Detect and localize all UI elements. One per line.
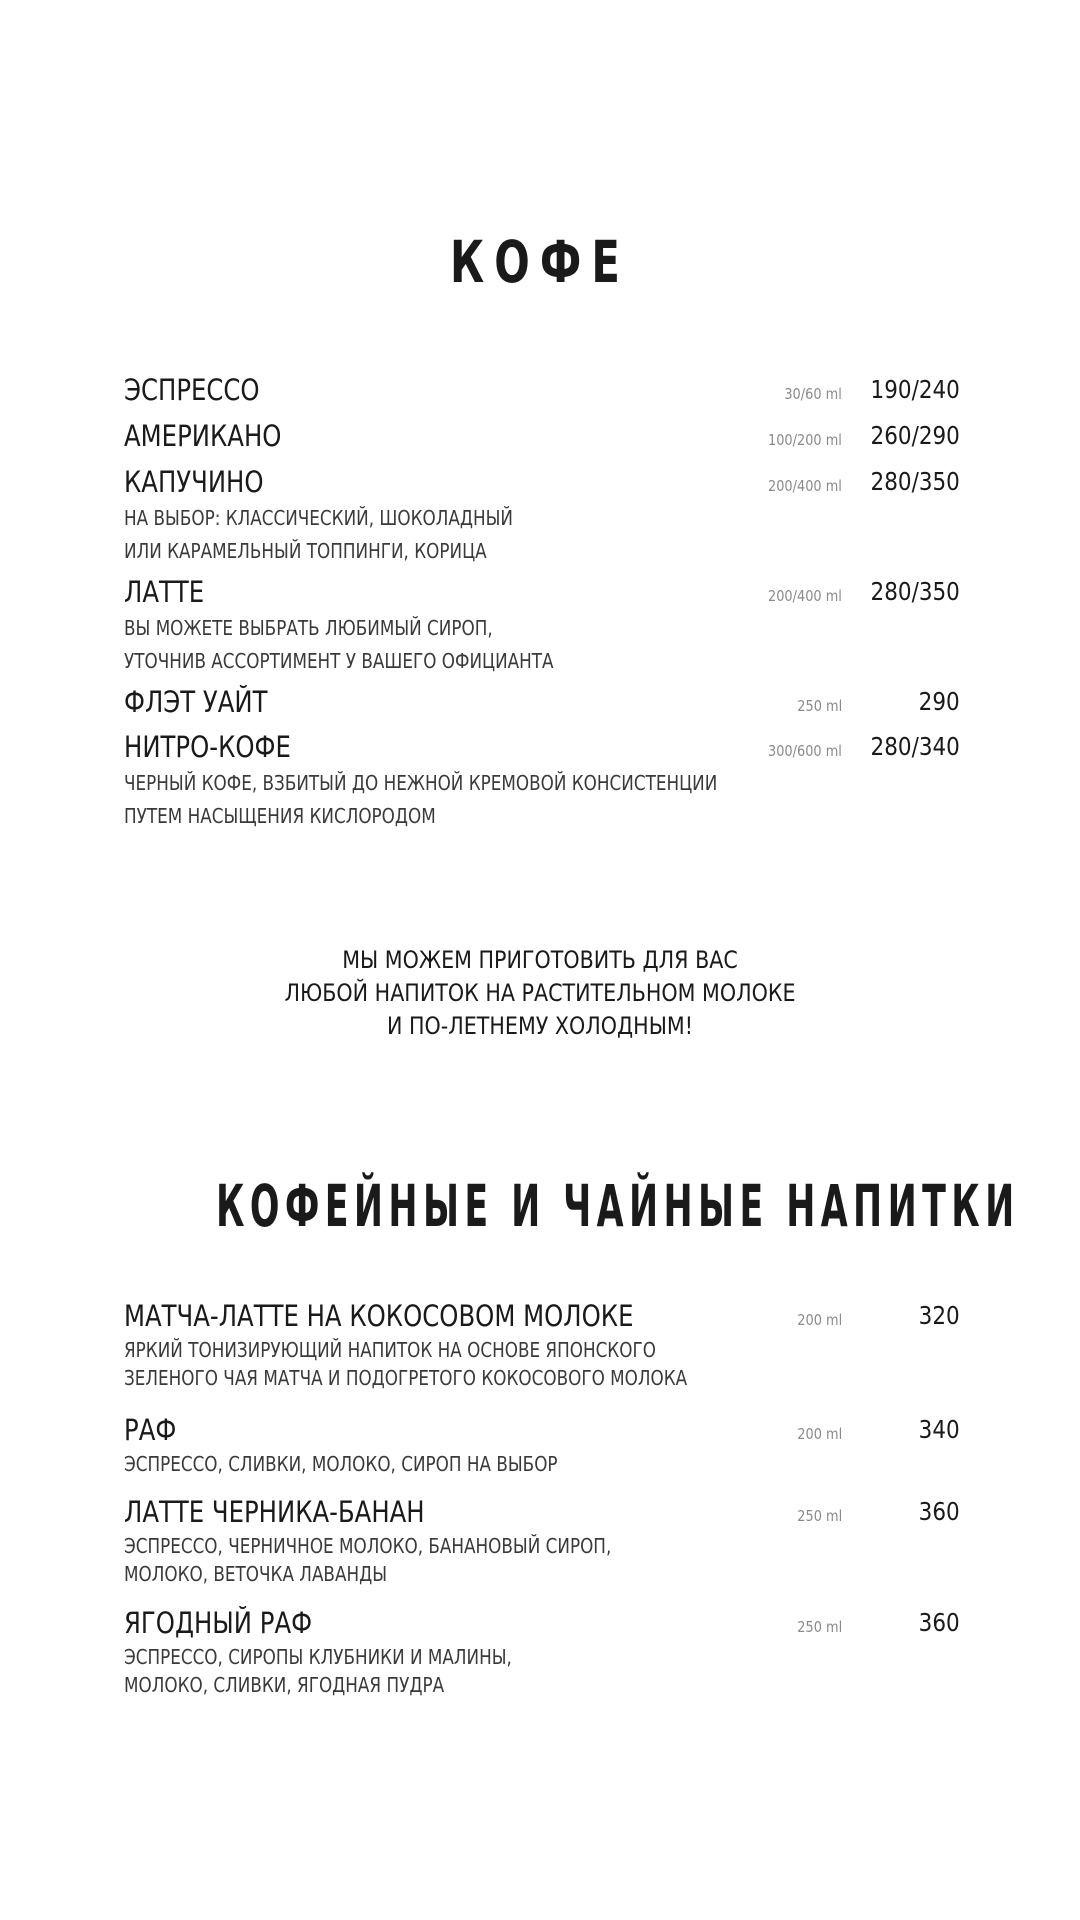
item-name: ЯГОДНЫЙ РАФ bbox=[124, 1606, 313, 1640]
menu-item bbox=[124, 682, 960, 722]
item-name: РАФ bbox=[124, 1413, 177, 1447]
item-volume: 200/400 ml bbox=[768, 587, 842, 605]
item-volume: 250 ml bbox=[797, 1507, 842, 1525]
item-price: 320 bbox=[918, 1301, 960, 1330]
item-description: ЭСПРЕССО, ЧЕРНИЧНОЕ МОЛОКО, БАНАНОВЫЙ СИРОП, bbox=[124, 1534, 612, 1558]
item-description: ЯРКИЙ ТОНИЗИРУЮЩИЙ НАПИТОК НА ОСНОВЕ ЯПОНСКОГО bbox=[124, 1338, 656, 1362]
item-description: УТОЧНИВ АССОРТИМЕНТ У ВАШЕГО ОФИЦИАНТА bbox=[124, 649, 554, 673]
item-description: ПУТЕМ НАСЫЩЕНИЯ КИСЛОРОДОМ bbox=[124, 804, 436, 828]
menu-item bbox=[124, 416, 960, 456]
item-price: 360 bbox=[918, 1497, 960, 1526]
item-price: 290 bbox=[918, 687, 960, 716]
item-description: ЭСПРЕССО, СЛИВКИ, МОЛОКО, СИРОП НА ВЫБОР bbox=[124, 1452, 558, 1476]
item-volume: 100/200 ml bbox=[768, 431, 842, 449]
item-description: ЭСПРЕССО, СИРОПЫ КЛУБНИКИ И МАЛИНЫ, bbox=[124, 1645, 512, 1669]
menu-item bbox=[124, 572, 960, 678]
item-volume: 200 ml bbox=[797, 1425, 842, 1443]
item-description: НА ВЫБОР: КЛАССИЧЕСКИЙ, ШОКОЛАДНЫЙ bbox=[124, 506, 513, 530]
menu-item bbox=[124, 727, 960, 833]
item-name: ФЛЭТ УАЙТ bbox=[124, 685, 268, 719]
menu-item bbox=[124, 1296, 960, 1392]
item-price: 260/290 bbox=[870, 421, 960, 450]
note-line: И ПО-ЛЕТНЕМУ ХОЛОДНЫМ! bbox=[387, 1012, 693, 1040]
menu-item bbox=[124, 1603, 960, 1699]
item-price: 280/350 bbox=[870, 467, 960, 496]
note-line: МЫ МОЖЕМ ПРИГОТОВИТЬ ДЛЯ ВАС bbox=[342, 946, 738, 974]
item-price: 190/240 bbox=[870, 375, 960, 404]
item-name: ЛАТТЕ bbox=[124, 575, 205, 609]
item-name: КАПУЧИНО bbox=[124, 465, 264, 499]
item-description: МОЛОКО, ВЕТОЧКА ЛАВАНДЫ bbox=[124, 1562, 388, 1586]
item-description: ЗЕЛЕНОГО ЧАЯ МАТЧА И ПОДОГРЕТОГО КОКОСОВОГО МОЛОКА bbox=[124, 1366, 688, 1390]
section-title-drinks: КОФЕЙНЫЕ И ЧАЙНЫЕ НАПИТКИ bbox=[216, 1172, 1020, 1240]
item-description: ИЛИ КАРАМЕЛЬНЫЙ ТОППИНГИ, КОРИЦА bbox=[124, 539, 487, 563]
menu-item bbox=[124, 462, 960, 568]
item-volume: 250 ml bbox=[797, 697, 842, 715]
item-name: НИТРО-КОФЕ bbox=[124, 730, 291, 764]
item-price: 280/350 bbox=[870, 577, 960, 606]
item-price: 280/340 bbox=[870, 732, 960, 761]
item-name: АМЕРИКАНО bbox=[124, 419, 282, 453]
item-volume: 300/600 ml bbox=[768, 742, 842, 760]
plant-milk-note bbox=[0, 944, 1080, 1043]
item-volume: 30/60 ml bbox=[784, 385, 842, 403]
menu-item bbox=[124, 1492, 960, 1588]
item-description: ЧЕРНЫЙ КОФЕ, ВЗБИТЫЙ ДО НЕЖНОЙ КРЕМОВОЙ КОНСИСТЕНЦИИ bbox=[124, 771, 718, 795]
note-line: ЛЮБОЙ НАПИТОК НА РАСТИТЕЛЬНОМ МОЛОКЕ bbox=[284, 979, 796, 1007]
item-description: МОЛОКО, СЛИВКИ, ЯГОДНАЯ ПУДРА bbox=[124, 1673, 445, 1697]
section-title-coffee: КОФЕ bbox=[450, 228, 630, 296]
item-volume: 200 ml bbox=[797, 1311, 842, 1329]
item-description: ВЫ МОЖЕТЕ ВЫБРАТЬ ЛЮБИМЫЙ СИРОП, bbox=[124, 616, 493, 640]
item-name: ЭСПРЕССО bbox=[124, 373, 260, 407]
menu-item bbox=[124, 370, 960, 410]
item-price: 340 bbox=[918, 1415, 960, 1444]
item-volume: 250 ml bbox=[797, 1618, 842, 1636]
item-name: ЛАТТЕ ЧЕРНИКА-БАНАН bbox=[124, 1495, 425, 1529]
item-volume: 200/400 ml bbox=[768, 477, 842, 495]
item-name: МАТЧА-ЛАТТЕ НА КОКОСОВОМ МОЛОКЕ bbox=[124, 1299, 634, 1333]
menu-item bbox=[124, 1410, 960, 1478]
item-price: 360 bbox=[918, 1608, 960, 1637]
